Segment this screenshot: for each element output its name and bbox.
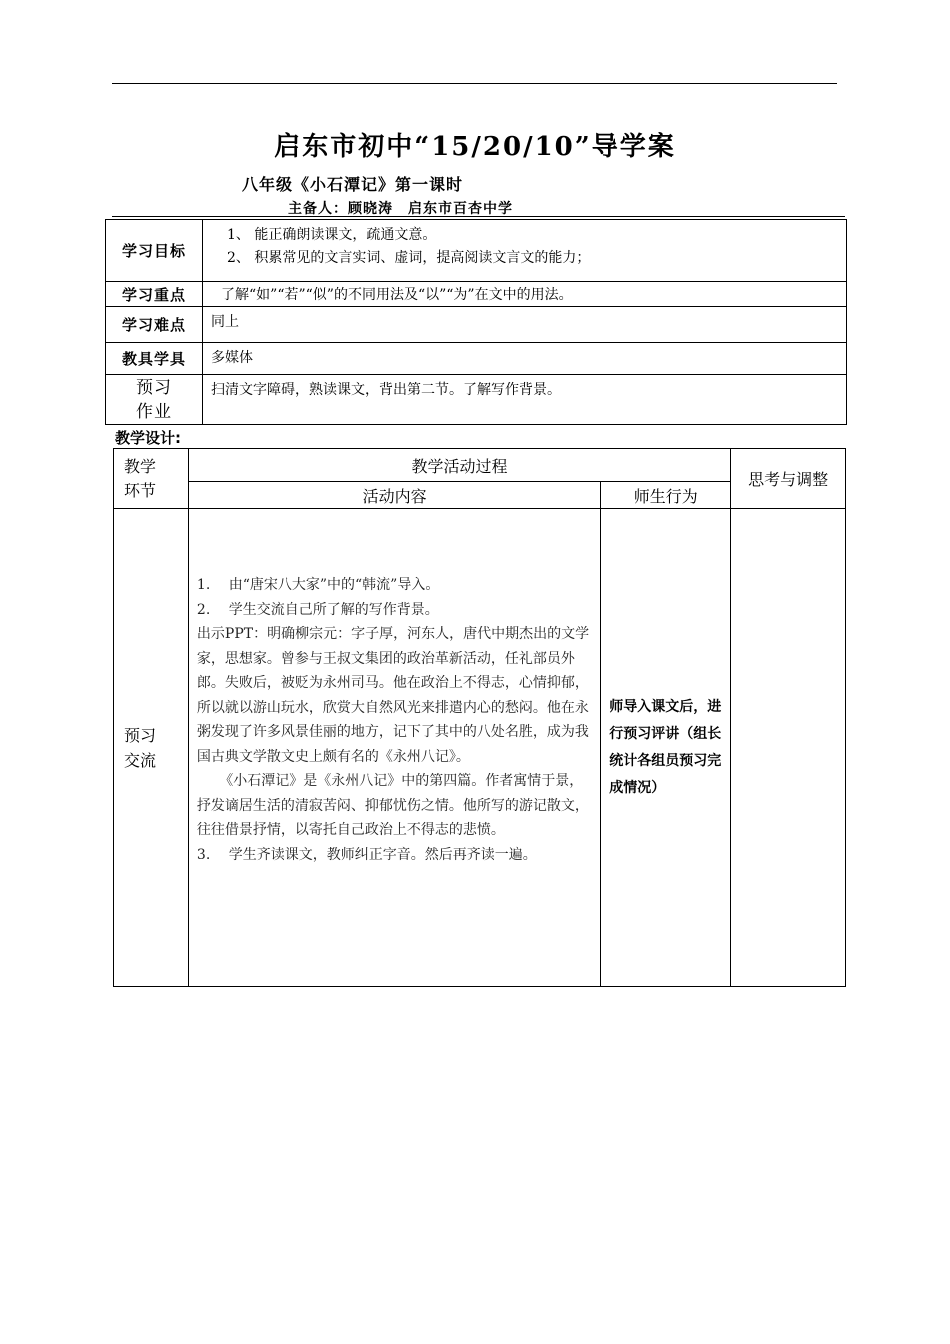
- content-paragraph: 《小石潭记》是《永州八记》中的第四篇。作者寓情于景，抒发谪居生活的清寂苦闷、抑郁忧伤之情。他所写的游记散文，往往借景抒情，以寄托自己政治上不得志的悲愤。: [196, 773, 589, 838]
- focus-value: 了解“如”“若”“似”的不同用法及“以”“为”在文中的用法。: [203, 282, 847, 307]
- action-cell: 师导入课文后，进行预习评讲（组长统计各组员预习完成情况）: [601, 509, 731, 987]
- goals-label: 学习目标: [106, 220, 203, 282]
- design-row: [114, 509, 846, 987]
- design-table: [113, 448, 846, 987]
- col-action-header: 师生行为: [601, 482, 731, 509]
- tools-value: 多媒体: [203, 343, 847, 375]
- info-table: [105, 219, 847, 425]
- goal-item: 1、 能正确朗读课文，疏通文意。: [227, 227, 437, 243]
- stage-line: 交流: [124, 750, 157, 770]
- col-stage-header: [114, 449, 189, 509]
- col-reflect-header: 思考与调整: [731, 449, 846, 509]
- top-rule: [112, 83, 837, 84]
- reflect-cell: [731, 509, 846, 987]
- col-stage-line: 环节: [124, 481, 157, 500]
- content-paragraph: 出示PPT：明确柳宗元：字子厚，河东人，唐代中期杰出的文学家，思想家。曾参与王叔文集团的政治革新活动，任礼部员外郎。失败后，被贬为永州司马。他在政治上不得志，心情抑郁，所以就以游山玩水，欣赏大自然风光来排遣内心的愁闷。他在永粥发现了许多风景佳丽的地方，记下了其中的八处名胜，成为我国古典文学散文史上颇有名的《永州八记》。: [196, 626, 590, 765]
- goal-item: 2、 积累常见的文言实词、虚词，提高阅读文言文的能力；: [227, 250, 591, 266]
- content-cell: [188, 509, 600, 987]
- focus-label: 学习重点: [106, 282, 203, 307]
- prep-label-line: 预习: [136, 377, 172, 398]
- col-content-header: 活动内容: [188, 482, 600, 509]
- content-step: 2. 学生交流自己所了解的写作背景。: [196, 601, 439, 618]
- goals-cell: [203, 220, 847, 282]
- tools-label: 教具学具: [106, 343, 203, 375]
- prep-row: [106, 375, 847, 425]
- prep-value: 扫清文字障碍，熟读课文，背出第二节。了解写作背景。: [203, 375, 847, 425]
- content-step: 1. 由“唐宋八大家”中的“韩流”导入。: [196, 577, 440, 593]
- tools-row: [106, 343, 847, 375]
- lesson-subtitle: 八年级《小石潭记》第一课时: [242, 175, 464, 194]
- author-line: 主备人：顾晓涛 启东市百杏中学: [288, 201, 513, 217]
- difficulty-row: [106, 307, 847, 343]
- author-rule: [112, 216, 845, 217]
- difficulty-value: 同上: [203, 307, 847, 343]
- stage-cell: [114, 509, 189, 987]
- col-process-header: 教学活动过程: [188, 449, 730, 482]
- stage-line: 预习: [124, 725, 157, 745]
- prep-label-line: 作业: [136, 401, 172, 422]
- page-title: 启东市初中“15/20/10”导学案: [274, 132, 676, 162]
- design-label: 教学设计:: [115, 429, 181, 447]
- content-step: 3. 学生齐读课文，教师纠正字音。然后再齐读一遍。: [196, 846, 537, 863]
- col-stage-line: 教学: [124, 457, 157, 476]
- prep-label: [106, 375, 203, 425]
- difficulty-label: 学习难点: [106, 307, 203, 343]
- design-header-row: [114, 449, 846, 482]
- focus-row: [106, 282, 847, 307]
- goals-row: [106, 220, 847, 282]
